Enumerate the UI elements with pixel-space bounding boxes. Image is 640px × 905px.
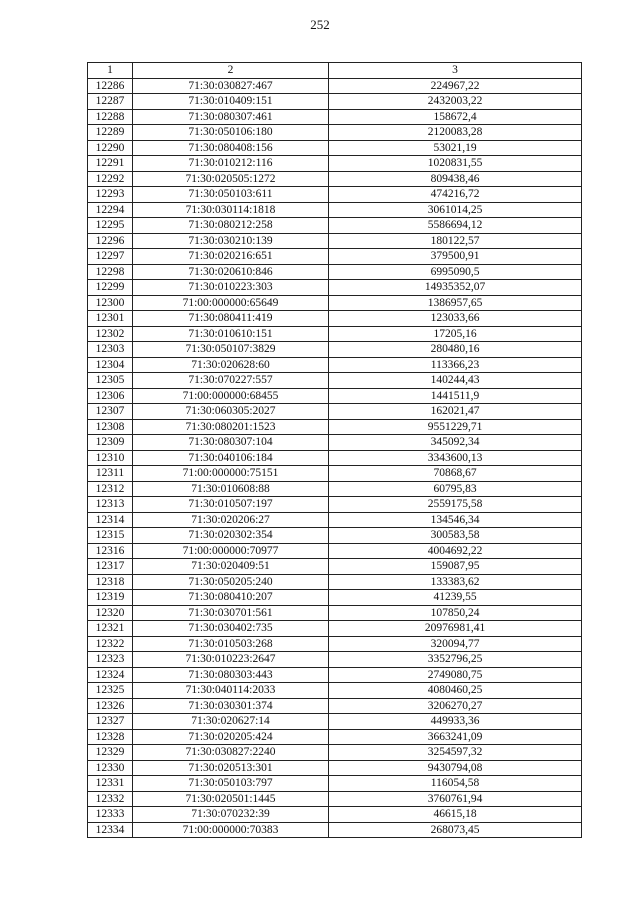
row-number-cell: 12296 xyxy=(88,233,133,249)
table-row xyxy=(88,450,582,466)
value-cell: 3206270,27 xyxy=(329,698,582,714)
row-number-cell: 12329 xyxy=(88,745,133,761)
value-cell: 4004692,22 xyxy=(329,543,582,559)
cadastral-number-cell: 71:30:020409:51 xyxy=(133,559,329,575)
value-cell: 3760761,94 xyxy=(329,791,582,807)
value-cell: 116054,58 xyxy=(329,776,582,792)
cadastral-number-cell: 71:30:030210:139 xyxy=(133,233,329,249)
table-row xyxy=(88,109,582,125)
value-cell: 133383,62 xyxy=(329,574,582,590)
cadastral-number-cell: 71:00:000000:68455 xyxy=(133,388,329,404)
table-row xyxy=(88,776,582,792)
cadastral-number-cell: 71:30:020216:651 xyxy=(133,249,329,265)
cadastral-number-cell: 71:30:020505:1272 xyxy=(133,171,329,187)
cadastral-number-cell: 71:30:050103:797 xyxy=(133,776,329,792)
value-cell: 320094,77 xyxy=(329,636,582,652)
table-row xyxy=(88,667,582,683)
table-row xyxy=(88,807,582,823)
table-row xyxy=(88,140,582,156)
table-row xyxy=(88,156,582,172)
row-number-cell: 12328 xyxy=(88,729,133,745)
table-row xyxy=(88,419,582,435)
cadastral-number-cell: 71:30:010507:197 xyxy=(133,497,329,513)
table-row xyxy=(88,590,582,606)
value-cell: 3061014,25 xyxy=(329,202,582,218)
value-cell: 60795,83 xyxy=(329,481,582,497)
row-number-cell: 12332 xyxy=(88,791,133,807)
table-row xyxy=(88,466,582,482)
row-number-cell: 12320 xyxy=(88,605,133,621)
row-number-cell: 12303 xyxy=(88,342,133,358)
value-cell: 2120083,28 xyxy=(329,125,582,141)
cadastral-number-cell: 71:30:010409:151 xyxy=(133,94,329,110)
cadastral-number-cell: 71:30:020627:14 xyxy=(133,714,329,730)
row-number-cell: 12333 xyxy=(88,807,133,823)
table-row xyxy=(88,342,582,358)
value-cell: 3352796,25 xyxy=(329,652,582,668)
table-row xyxy=(88,574,582,590)
value-cell: 3343600,13 xyxy=(329,450,582,466)
value-cell: 53021,19 xyxy=(329,140,582,156)
value-cell: 107850,24 xyxy=(329,605,582,621)
header-row xyxy=(88,63,582,79)
row-number-cell: 12306 xyxy=(88,388,133,404)
value-cell: 14935352,07 xyxy=(329,280,582,296)
row-number-cell: 12326 xyxy=(88,698,133,714)
value-cell: 140244,43 xyxy=(329,373,582,389)
value-cell: 70868,67 xyxy=(329,466,582,482)
cadastral-number-cell: 71:30:040114:2033 xyxy=(133,683,329,699)
cadastral-number-cell: 71:00:000000:75151 xyxy=(133,466,329,482)
table-row xyxy=(88,388,582,404)
cadastral-number-cell: 71:30:030114:1818 xyxy=(133,202,329,218)
row-number-cell: 12304 xyxy=(88,357,133,373)
cadastral-number-cell: 71:30:010223:2647 xyxy=(133,652,329,668)
value-cell: 162021,47 xyxy=(329,404,582,420)
value-cell: 300583,58 xyxy=(329,528,582,544)
table-row xyxy=(88,202,582,218)
cadastral-number-cell: 71:30:030827:2240 xyxy=(133,745,329,761)
row-number-cell: 12314 xyxy=(88,512,133,528)
value-cell: 20976981,41 xyxy=(329,621,582,637)
cadastral-number-cell: 71:30:080307:461 xyxy=(133,109,329,125)
value-cell: 3663241,09 xyxy=(329,729,582,745)
row-number-cell: 12315 xyxy=(88,528,133,544)
value-cell: 6995090,5 xyxy=(329,264,582,280)
row-number-cell: 12323 xyxy=(88,652,133,668)
table-row xyxy=(88,605,582,621)
cadastral-number-cell: 71:30:070232:39 xyxy=(133,807,329,823)
row-number-cell: 12313 xyxy=(88,497,133,513)
table-row xyxy=(88,559,582,575)
row-number-cell: 12311 xyxy=(88,466,133,482)
row-number-cell: 12330 xyxy=(88,760,133,776)
row-number-cell: 12308 xyxy=(88,419,133,435)
row-number-cell: 12309 xyxy=(88,435,133,451)
value-cell: 134546,34 xyxy=(329,512,582,528)
cadastral-number-cell: 71:30:080411:419 xyxy=(133,311,329,327)
row-number-cell: 12292 xyxy=(88,171,133,187)
row-number-cell: 12294 xyxy=(88,202,133,218)
table-row xyxy=(88,249,582,265)
value-cell: 46615,18 xyxy=(329,807,582,823)
value-cell: 113366,23 xyxy=(329,357,582,373)
row-number-cell: 12291 xyxy=(88,156,133,172)
table-row xyxy=(88,373,582,389)
value-cell: 345092,34 xyxy=(329,435,582,451)
table-row xyxy=(88,264,582,280)
row-number-cell: 12312 xyxy=(88,481,133,497)
table-row xyxy=(88,218,582,234)
cadastral-number-cell: 71:30:080201:1523 xyxy=(133,419,329,435)
cadastral-number-cell: 71:30:030402:735 xyxy=(133,621,329,637)
value-cell: 180122,57 xyxy=(329,233,582,249)
value-cell: 224967,22 xyxy=(329,78,582,94)
row-number-cell: 12293 xyxy=(88,187,133,203)
page-number: 252 xyxy=(310,17,330,32)
table-row xyxy=(88,326,582,342)
table-row xyxy=(88,404,582,420)
value-cell: 1020831,55 xyxy=(329,156,582,172)
row-number-cell: 12321 xyxy=(88,621,133,637)
row-number-cell: 12287 xyxy=(88,94,133,110)
cadastral-number-cell: 71:00:000000:65649 xyxy=(133,295,329,311)
cadastral-number-cell: 71:30:010212:116 xyxy=(133,156,329,172)
table-body xyxy=(88,78,582,838)
table-row xyxy=(88,357,582,373)
table-row xyxy=(88,280,582,296)
row-number-cell: 12325 xyxy=(88,683,133,699)
table-row xyxy=(88,171,582,187)
cadastral-number-cell: 71:30:080212:258 xyxy=(133,218,329,234)
cadastral-number-cell: 71:30:010503:268 xyxy=(133,636,329,652)
table-row xyxy=(88,745,582,761)
table-header xyxy=(88,63,582,79)
row-number-cell: 12318 xyxy=(88,574,133,590)
table-row xyxy=(88,295,582,311)
table-row xyxy=(88,94,582,110)
table-row xyxy=(88,683,582,699)
column-header-1: 1 xyxy=(88,63,133,79)
value-cell: 123033,66 xyxy=(329,311,582,327)
value-cell: 2559175,58 xyxy=(329,497,582,513)
table-row xyxy=(88,760,582,776)
cadastral-number-cell: 71:30:020610:846 xyxy=(133,264,329,280)
cadastral-value-table xyxy=(87,62,582,838)
value-cell: 4080460,25 xyxy=(329,683,582,699)
row-number-cell: 12317 xyxy=(88,559,133,575)
value-cell: 280480,16 xyxy=(329,342,582,358)
value-cell: 379500,91 xyxy=(329,249,582,265)
table-row xyxy=(88,311,582,327)
table-row xyxy=(88,729,582,745)
cadastral-number-cell: 71:30:020628:60 xyxy=(133,357,329,373)
cadastral-number-cell: 71:30:010608:88 xyxy=(133,481,329,497)
row-number-cell: 12322 xyxy=(88,636,133,652)
cadastral-number-cell: 71:30:020513:301 xyxy=(133,760,329,776)
table-row xyxy=(88,512,582,528)
table-row xyxy=(88,528,582,544)
row-number-cell: 12324 xyxy=(88,667,133,683)
cadastral-number-cell: 71:30:080307:104 xyxy=(133,435,329,451)
row-number-cell: 12327 xyxy=(88,714,133,730)
row-number-cell: 12298 xyxy=(88,264,133,280)
value-cell: 474216,72 xyxy=(329,187,582,203)
cadastral-number-cell: 71:30:040106:184 xyxy=(133,450,329,466)
row-number-cell: 12334 xyxy=(88,822,133,838)
row-number-cell: 12307 xyxy=(88,404,133,420)
cadastral-number-cell: 71:30:020205:424 xyxy=(133,729,329,745)
value-cell: 268073,45 xyxy=(329,822,582,838)
value-cell: 449933,36 xyxy=(329,714,582,730)
value-cell: 2432003,22 xyxy=(329,94,582,110)
cadastral-number-cell: 71:30:050106:180 xyxy=(133,125,329,141)
row-number-cell: 12302 xyxy=(88,326,133,342)
cadastral-number-cell: 71:30:030701:561 xyxy=(133,605,329,621)
row-number-cell: 12319 xyxy=(88,590,133,606)
cadastral-number-cell: 71:30:010223:303 xyxy=(133,280,329,296)
column-header-3: 3 xyxy=(329,63,582,79)
row-number-cell: 12300 xyxy=(88,295,133,311)
cadastral-number-cell: 71:30:050205:240 xyxy=(133,574,329,590)
value-cell: 159087,95 xyxy=(329,559,582,575)
cadastral-number-cell: 71:30:050107:3829 xyxy=(133,342,329,358)
row-number-cell: 12295 xyxy=(88,218,133,234)
cadastral-number-cell: 71:30:080410:207 xyxy=(133,590,329,606)
cadastral-number-cell: 71:30:080303:443 xyxy=(133,667,329,683)
row-number-cell: 12299 xyxy=(88,280,133,296)
cadastral-number-cell: 71:30:050103:611 xyxy=(133,187,329,203)
cadastral-number-cell: 71:30:010610:151 xyxy=(133,326,329,342)
cadastral-number-cell: 71:30:020206:27 xyxy=(133,512,329,528)
row-number-cell: 12288 xyxy=(88,109,133,125)
row-number-cell: 12310 xyxy=(88,450,133,466)
row-number-cell: 12331 xyxy=(88,776,133,792)
cadastral-number-cell: 71:30:020302:354 xyxy=(133,528,329,544)
cadastral-number-cell: 71:30:020501:1445 xyxy=(133,791,329,807)
value-cell: 9551229,71 xyxy=(329,419,582,435)
value-cell: 1441511,9 xyxy=(329,388,582,404)
cadastral-number-cell: 71:00:000000:70977 xyxy=(133,543,329,559)
row-number-cell: 12290 xyxy=(88,140,133,156)
table-row xyxy=(88,698,582,714)
table-row xyxy=(88,125,582,141)
row-number-cell: 12301 xyxy=(88,311,133,327)
table-row xyxy=(88,652,582,668)
table-row xyxy=(88,233,582,249)
table-row xyxy=(88,714,582,730)
cadastral-number-cell: 71:30:060305:2027 xyxy=(133,404,329,420)
value-cell: 9430794,08 xyxy=(329,760,582,776)
cadastral-number-cell: 71:30:030827:467 xyxy=(133,78,329,94)
cadastral-number-cell: 71:30:070227:557 xyxy=(133,373,329,389)
table-row xyxy=(88,78,582,94)
value-cell: 158672,4 xyxy=(329,109,582,125)
table-row xyxy=(88,543,582,559)
row-number-cell: 12316 xyxy=(88,543,133,559)
value-cell: 41239,55 xyxy=(329,590,582,606)
row-number-cell: 12305 xyxy=(88,373,133,389)
table-row xyxy=(88,435,582,451)
value-cell: 1386957,65 xyxy=(329,295,582,311)
column-header-2: 2 xyxy=(133,63,329,79)
cadastral-number-cell: 71:30:080408:156 xyxy=(133,140,329,156)
value-cell: 17205,16 xyxy=(329,326,582,342)
table-row xyxy=(88,621,582,637)
table-row xyxy=(88,187,582,203)
table-row xyxy=(88,481,582,497)
row-number-cell: 12286 xyxy=(88,78,133,94)
row-number-cell: 12297 xyxy=(88,249,133,265)
cadastral-number-cell: 71:00:000000:70383 xyxy=(133,822,329,838)
row-number-cell: 12289 xyxy=(88,125,133,141)
value-cell: 5586694,12 xyxy=(329,218,582,234)
value-cell: 2749080,75 xyxy=(329,667,582,683)
table-row xyxy=(88,497,582,513)
table-row xyxy=(88,791,582,807)
value-cell: 809438,46 xyxy=(329,171,582,187)
cadastral-number-cell: 71:30:030301:374 xyxy=(133,698,329,714)
value-cell: 3254597,32 xyxy=(329,745,582,761)
table-row xyxy=(88,822,582,838)
table-row xyxy=(88,636,582,652)
